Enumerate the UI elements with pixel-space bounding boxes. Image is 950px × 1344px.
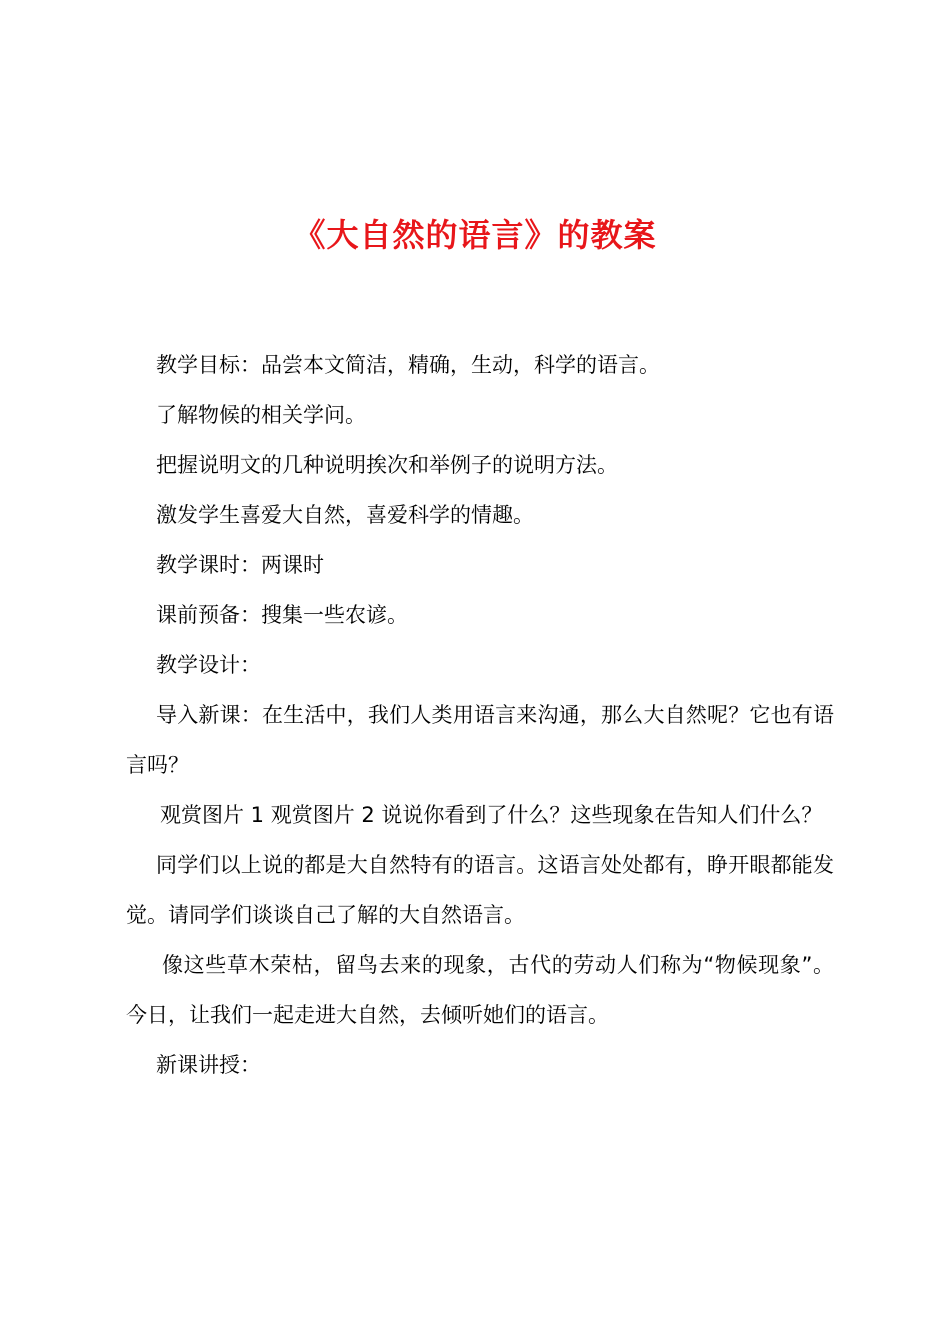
paragraph-stimulate-interest: 激发学生喜爱大自然，喜爱科学的情趣。: [156, 503, 534, 527]
document-body: [126, 340, 834, 1090]
paragraph-new-lesson: 新课讲授：: [156, 1053, 261, 1077]
document-title: 《大自然的语言》的教案: [293, 216, 657, 254]
paragraph-teaching-design: 教学设计：: [156, 653, 261, 677]
paragraph-phenology-phenomena: 像这些草木荣枯，留鸟去来的现象，古代的劳动人们称为“物候现象”。今日，让我们一起走进大自然，去倾听她们的语言。: [126, 953, 834, 1027]
paragraph-explanation-methods: 把握说明文的几种说明挨次和举例子的说明方法。: [156, 453, 618, 477]
paragraph-introduction: 导入新课：在生活中，我们人类用语言来沟通，那么大自然呢？它也有语言吗？: [126, 703, 834, 777]
paragraph-phenology-knowledge: 了解物候的相关学问。: [156, 403, 366, 427]
paragraph-class-hours: 教学课时：两课时: [156, 553, 324, 577]
paragraph-nature-language: 同学们以上说的都是大自然特有的语言。这语言处处都有，睁开眼都能发觉。请同学们谈谈自己了解的大自然语言。: [126, 853, 834, 927]
paragraph-preparation: 课前预备：搜集一些农谚。: [156, 603, 408, 627]
paragraph-teaching-goal: 教学目标：品尝本文简洁，精确，生动，科学的语言。: [156, 353, 660, 377]
paragraph-view-pictures: 观赏图片 1 观赏图片 2 说说你看到了什么？这些现象在告知人们什么？: [160, 803, 823, 827]
